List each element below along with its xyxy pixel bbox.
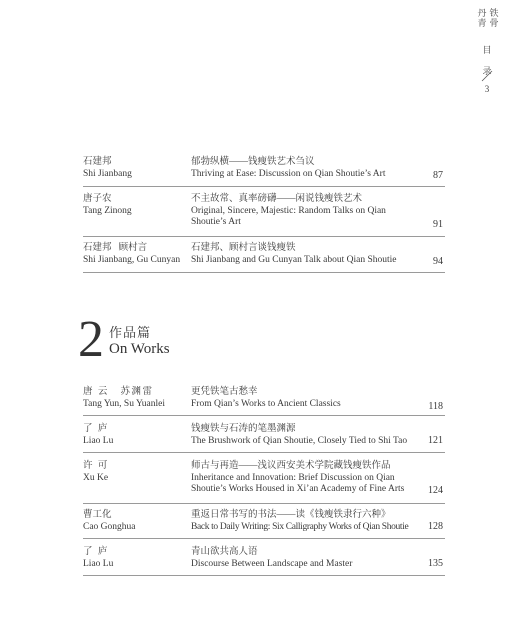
entry-divider: [83, 272, 445, 273]
title-en: Shoutie’s Works Housed in Xi’an Academy of Fine Arts: [191, 484, 405, 494]
entry-title: [191, 157, 421, 180]
entry-divider: [83, 236, 445, 237]
title-zh: 师古与再造——浅议西安美术学院藏钱瘦铁作品: [191, 461, 391, 471]
header-section-char: 目: [482, 45, 492, 55]
entry-page-number: 87: [433, 170, 443, 181]
author-en: Tang Zinong: [83, 205, 132, 216]
title-zh: 更凭铁笔古愁幸: [191, 387, 258, 397]
author-zh: 了 庐: [83, 547, 109, 557]
entry-author: [83, 243, 191, 266]
title-en: Original, Sincere, Majestic: Random Talks on Qian: [191, 205, 386, 216]
title-zh: 重返日常书写的书法——读《钱瘦铁隶行六种》: [191, 510, 391, 520]
entry-author: [83, 157, 191, 180]
author-zh: 了 庐: [83, 424, 109, 434]
header-char: 骨: [489, 18, 499, 28]
title-zh: 钱瘦铁与石涛的笔墨渊源: [191, 424, 296, 434]
entry-divider: [83, 415, 445, 416]
entry-divider: [83, 575, 445, 576]
running-header: [473, 8, 517, 100]
entry-title: [191, 387, 421, 410]
entry-page-number: 128: [428, 521, 443, 532]
entry-divider: [83, 538, 445, 539]
author-en: Shi Jianbang, Gu Cunyan: [83, 254, 181, 265]
section-number: 2: [78, 311, 104, 368]
title-zh: 青山欲共高人语: [191, 547, 258, 557]
author-en: Liao Lu: [83, 435, 114, 446]
title-zh: 石建邦、顾村言谈钱瘦铁: [191, 243, 296, 253]
entry-author: [83, 461, 191, 484]
entry-author: [83, 194, 191, 217]
entry-author: [83, 547, 191, 570]
entry-title: [191, 243, 421, 266]
header-char-col-2: [489, 8, 499, 28]
entry-author: [83, 387, 191, 410]
entry-author: [83, 424, 191, 447]
author-en: Cao Gonghua: [83, 521, 136, 532]
author-en: Tang Yun, Su Yuanlei: [83, 398, 166, 409]
entry-page-number: 118: [428, 401, 443, 412]
header-page-number: 3: [484, 84, 490, 94]
section-title-zh: 作品篇: [109, 325, 152, 340]
title-en: Back to Daily Writing: Six Calligraphy Works of Qian Shoutie: [191, 521, 409, 532]
section-heading: [78, 311, 278, 368]
author-zh: 许 可: [83, 461, 109, 471]
title-en: Discourse Between Landscape and Master: [191, 558, 353, 569]
title-zh: 不主故常、真率磅礴——闲说钱瘦铁艺术: [191, 194, 363, 204]
entry-page-number: 124: [428, 485, 443, 496]
entry-divider: [83, 503, 445, 504]
header-char: 丹: [477, 8, 487, 18]
author-zh: 曹工化: [83, 510, 112, 520]
section-title-en: On Works: [109, 341, 170, 357]
entry-divider: [83, 452, 445, 453]
title-en: Thriving at Ease: Discussion on Qian Shoutie’s Art: [191, 168, 386, 179]
author-en: Shi Jianbang: [83, 168, 132, 179]
entry-title: [191, 547, 421, 570]
entry-page-number: 94: [433, 256, 443, 267]
slash-divider-icon: [479, 70, 495, 82]
author-zh: 石建邦 顾村言: [83, 243, 148, 253]
entry-title: [191, 510, 421, 533]
header-section-char: 录: [482, 66, 492, 76]
entry-page-number: 135: [428, 558, 443, 569]
title-en: The Brushwork of Qian Shoutie, Closely Tied to Shi Tao: [191, 435, 408, 446]
author-zh: 唐 云 苏渊雷: [83, 387, 154, 397]
header-char: 铁: [489, 8, 499, 18]
entry-title: [191, 194, 421, 229]
author-en: Xu Ke: [83, 472, 109, 483]
entry-page-number: 91: [433, 219, 443, 230]
entry-author: [83, 510, 191, 533]
entry-divider: [83, 186, 445, 187]
title-en: Shi Jianbang and Gu Cunyan Talk about Qian Shoutie: [191, 254, 397, 265]
entry-title: [191, 424, 421, 447]
title-en: From Qian’s Works to Ancient Classics: [191, 398, 341, 409]
author-en: Liao Lu: [83, 558, 114, 569]
author-zh: 唐子农: [83, 194, 112, 204]
author-zh: 石建邦: [83, 157, 112, 167]
entry-title: [191, 461, 421, 496]
header-char: 青: [477, 18, 487, 28]
title-en: Shoutie’s Art: [191, 217, 241, 227]
title-zh: 郁勃纵横——钱瘦铁艺术刍议: [191, 157, 315, 167]
header-char-col-1: [477, 8, 487, 28]
entry-page-number: 121: [428, 435, 443, 446]
title-en: Inheritance and Innovation: Brief Discussion on Qian: [191, 472, 395, 483]
